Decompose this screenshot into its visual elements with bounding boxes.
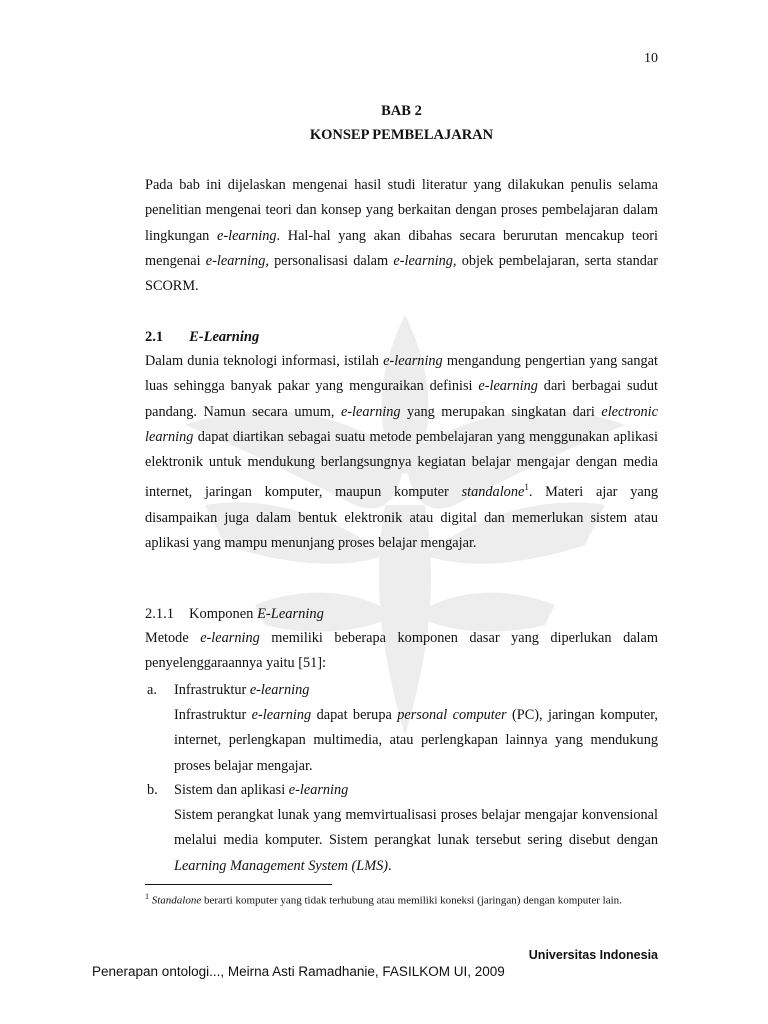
list-item-a-label: a. — [147, 682, 157, 698]
section-heading-2-1: 2.1 E-Learning — [145, 329, 260, 345]
section-2-1-1-paragraph: Metode e-learning memiliki beberapa komponen dasar yang diperlukan dalam penyelenggaraannya yaitu [51]: — [145, 630, 658, 672]
chapter-label: BAB 2 — [381, 103, 422, 119]
intro-paragraph: Pada bab ini dijelaskan mengenai hasil studi literatur yang dilakukan penulis selama penelitian mengenai teori dan konsep yang berkaitan dengan proses pembelajaran dalam lingkungan e-learning. Hal-hal yang akan dibahas secara berurutan mencakup teori mengenai e-learning, personalisasi dalam e-learning, objek pembelajaran, serta standar SCORM. — [145, 177, 659, 295]
page-number: 10 — [644, 51, 658, 66]
list-item-a-body: Infrastruktur e-learning dapat berupa personal computer (PC), jaringan komputer, internet, perlengkapan multimedia, atau perlengkapan lainnya yang mendukung proses belajar mengajar. — [174, 707, 658, 774]
list-item-b-title: Sistem dan aplikasi e-learning — [174, 782, 349, 798]
list-item-a-title: Infrastruktur e-learning — [174, 682, 310, 698]
footnote-reference[interactable]: 1 — [524, 482, 529, 493]
chapter-title: KONSEP PEMBELAJARAN — [309, 127, 494, 143]
university-name: Universitas Indonesia — [528, 948, 658, 962]
footnote: $^1$ Standalone berarti komputer yang tidak terhubung atau memiliki koneksi (jaringan) dengan komputer lain. — [145, 892, 622, 907]
section-heading-2-1-1: 2.1.1 Komponen E-Learning — [145, 606, 324, 622]
section-2-1-paragraph: Dalam dunia teknologi informasi, istilah e-learning mengandung pengertian yang sangat luas sehingga banyak pakar yang menguraikan definisi e-learning dari berbagai sudut pandang. Namun secara umum, e-learning yang merupakan singkatan dari electronic learning dapat diartikan sebagai suatu metode pembelajaran yang menggunakan aplikasi elektronik untuk mendukung berlangsungnya kegiatan belajar mengajar dengan media internet, jaringan komputer, maupun komputer standalone$^1$. Materi ajar yang disampaikan juga dalam bentuk elektronik atau digital dan memerlukan sistem atau aplikasi yang mampu menunjang proses belajar mengajar. — [145, 353, 659, 551]
list-item-b-body: Sistem perangkat lunak yang memvirtualisasi proses belajar mengajar konvensional melalui media komputer. Sistem perangkat lunak tersebut sering disebut dengan Learning Management System (LMS). — [174, 807, 658, 874]
footnote-divider — [145, 884, 332, 885]
footer-citation: Penerapan ontologi..., Meirna Asti Ramadhanie, FASILKOM UI, 2009 — [92, 964, 505, 979]
list-item-b-label: b. — [147, 782, 158, 798]
